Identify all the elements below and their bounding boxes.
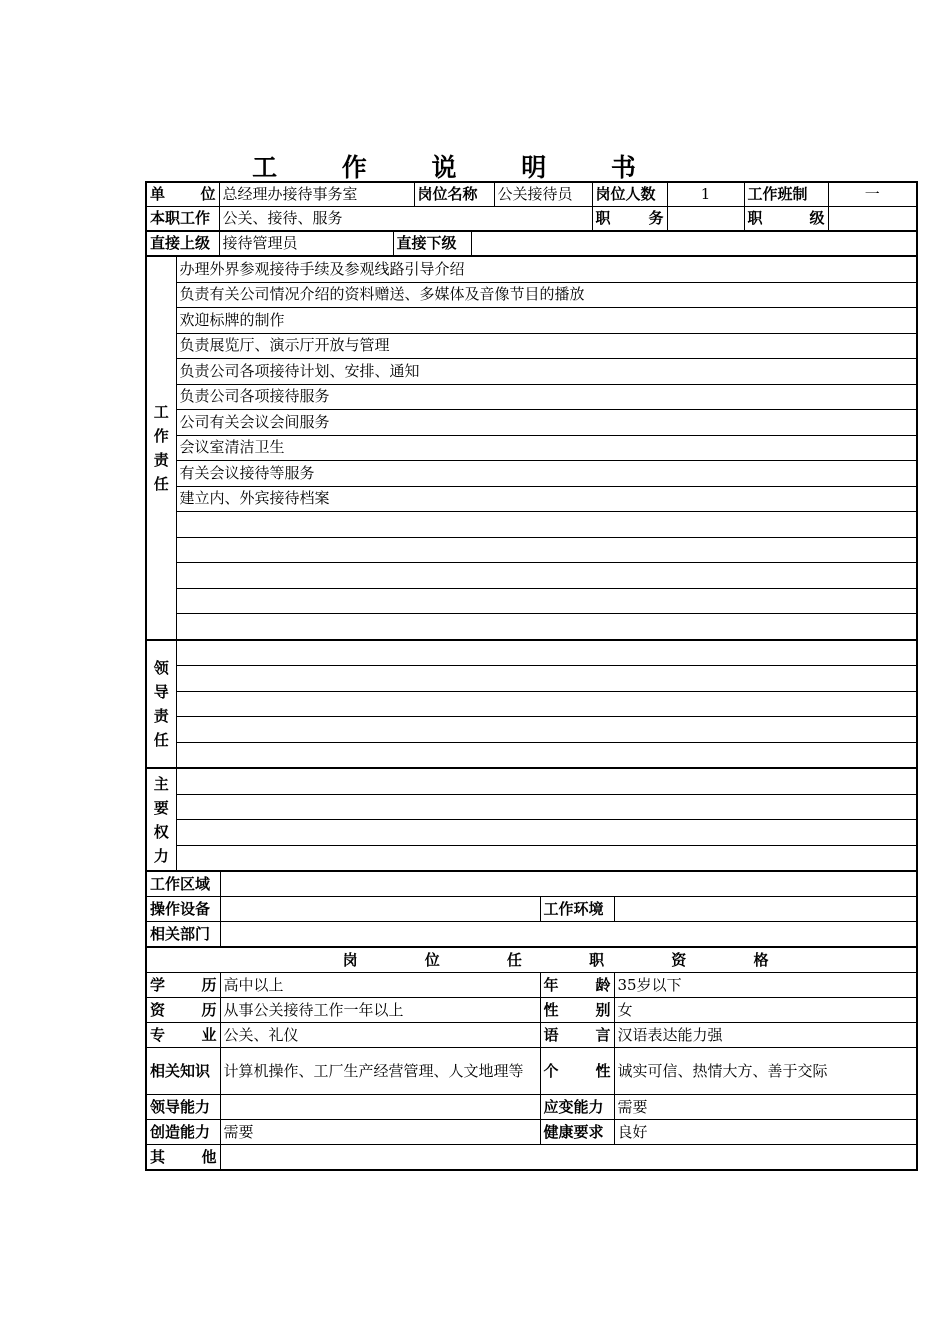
adaptability-value: 需要 <box>614 1095 917 1120</box>
headcount-value: 1 <box>667 182 744 207</box>
other-label: 其 他 <box>146 1145 220 1171</box>
leadership-section <box>145 639 918 770</box>
superior-label: 直接上级 <box>146 231 219 256</box>
responsibility-item: 办理外界参观接待手续及参观线路引导介绍 <box>176 256 917 282</box>
heading-char: 格 <box>753 950 771 969</box>
post-name-label: 岗位名称 <box>414 182 494 207</box>
heading-char: 职 <box>589 950 607 969</box>
responsibility-item: 负责公司各项接待服务 <box>176 384 917 410</box>
leadership-item <box>176 666 917 692</box>
creativity-label: 创造能力 <box>146 1120 220 1145</box>
responsibility-item: 建立内、外宾接待档案 <box>176 486 917 512</box>
subordinate-value <box>471 231 917 256</box>
leadership-item <box>176 640 917 666</box>
personality-label: 个 性 <box>540 1048 614 1095</box>
equipment-value <box>220 897 540 922</box>
responsibility-item: 负责展览厅、演示厅开放与管理 <box>176 333 917 359</box>
duty-label: 本职工作 <box>146 207 219 232</box>
powers-section <box>145 767 918 872</box>
responsibility-item <box>176 588 917 614</box>
position-label: 职 务 <box>592 207 667 232</box>
responsibility-item: 会议室清洁卫生 <box>176 435 917 461</box>
grade-label: 职 级 <box>744 207 828 232</box>
responsibility-item <box>176 512 917 538</box>
responsibility-item: 负责公司各项接待计划、安排、通知 <box>176 359 917 385</box>
gender-label: 性 别 <box>540 998 614 1023</box>
work-area-label: 工作区域 <box>146 871 220 897</box>
responsibility-item: 负责有关公司情况介绍的资料赠送、多媒体及音像节目的播放 <box>176 282 917 308</box>
position-value <box>667 207 744 232</box>
environment-label: 工作环境 <box>540 897 614 922</box>
personality-value: 诚实可信、热情大方、善于交际 <box>614 1048 917 1095</box>
responsibilities-section <box>145 255 918 641</box>
leadership-ability-value <box>220 1095 540 1120</box>
responsibility-item: 欢迎标牌的制作 <box>176 308 917 334</box>
age-label: 年 龄 <box>540 973 614 998</box>
responsibilities-label: 工 作 责 任 <box>146 256 176 640</box>
health-label: 健康要求 <box>540 1120 614 1145</box>
environment-value <box>614 897 917 922</box>
other-value <box>220 1145 917 1171</box>
unit-label: 单 位 <box>146 182 219 207</box>
leadership-item <box>176 742 917 768</box>
age-value: 35岁以下 <box>614 973 917 998</box>
language-label: 语 言 <box>540 1023 614 1048</box>
qualifications-section <box>145 946 918 1171</box>
knowledge-label: 相关知识 <box>146 1048 220 1095</box>
duty-value: 公关、接待、服务 <box>219 207 592 232</box>
heading-char: 位 <box>424 950 442 969</box>
major-label: 专 业 <box>146 1023 220 1048</box>
work-info-section <box>145 870 918 948</box>
responsibility-item <box>176 537 917 563</box>
knowledge-value: 计算机操作、工厂生产经营管理、人文地理等 <box>220 1048 540 1095</box>
experience-label: 资 历 <box>146 998 220 1023</box>
unit-value: 总经理办接待事务室 <box>219 182 414 207</box>
subordinate-label: 直接下级 <box>393 231 471 256</box>
grade-value <box>828 207 917 232</box>
basic-info-table <box>145 181 918 232</box>
experience-value: 从事公关接待工作一年以上 <box>220 998 540 1023</box>
qualifications-heading <box>146 947 917 973</box>
power-item <box>176 794 917 820</box>
education-label: 学 历 <box>146 973 220 998</box>
document-title: 工 作 说 明 书 <box>252 153 664 182</box>
leadership-item <box>176 717 917 743</box>
leadership-item <box>176 691 917 717</box>
job-description-form <box>145 181 916 1171</box>
creativity-value: 需要 <box>220 1120 540 1145</box>
heading-char: 岗 <box>342 950 360 969</box>
power-item <box>176 768 917 794</box>
heading-char: 资 <box>671 950 689 969</box>
power-item <box>176 845 917 871</box>
heading-char: 任 <box>506 950 524 969</box>
gender-value: 女 <box>614 998 917 1023</box>
major-value: 公关、礼仪 <box>220 1023 540 1048</box>
headcount-label: 岗位人数 <box>592 182 667 207</box>
equipment-label: 操作设备 <box>146 897 220 922</box>
post-name-value: 公关接待员 <box>494 182 592 207</box>
responsibility-item <box>176 614 917 640</box>
related-dept-label: 相关部门 <box>146 922 220 948</box>
superior-table <box>145 230 918 257</box>
superior-value: 接待管理员 <box>219 231 393 256</box>
shift-label: 工作班制 <box>744 182 828 207</box>
adaptability-label: 应变能力 <box>540 1095 614 1120</box>
responsibility-item: 公司有关会议会间服务 <box>176 410 917 436</box>
leadership-ability-label: 领导能力 <box>146 1095 220 1120</box>
related-dept-value <box>220 922 917 948</box>
education-value: 高中以上 <box>220 973 540 998</box>
power-item <box>176 820 917 846</box>
leadership-label: 领 导 责 任 <box>146 640 176 769</box>
shift-value: 一 <box>828 182 917 207</box>
language-value: 汉语表达能力强 <box>614 1023 917 1048</box>
responsibility-item: 有关会议接待等服务 <box>176 461 917 487</box>
health-value: 良好 <box>614 1120 917 1145</box>
work-area-value <box>220 871 917 897</box>
powers-label: 主 要 权 力 <box>146 768 176 871</box>
responsibility-item <box>176 563 917 589</box>
